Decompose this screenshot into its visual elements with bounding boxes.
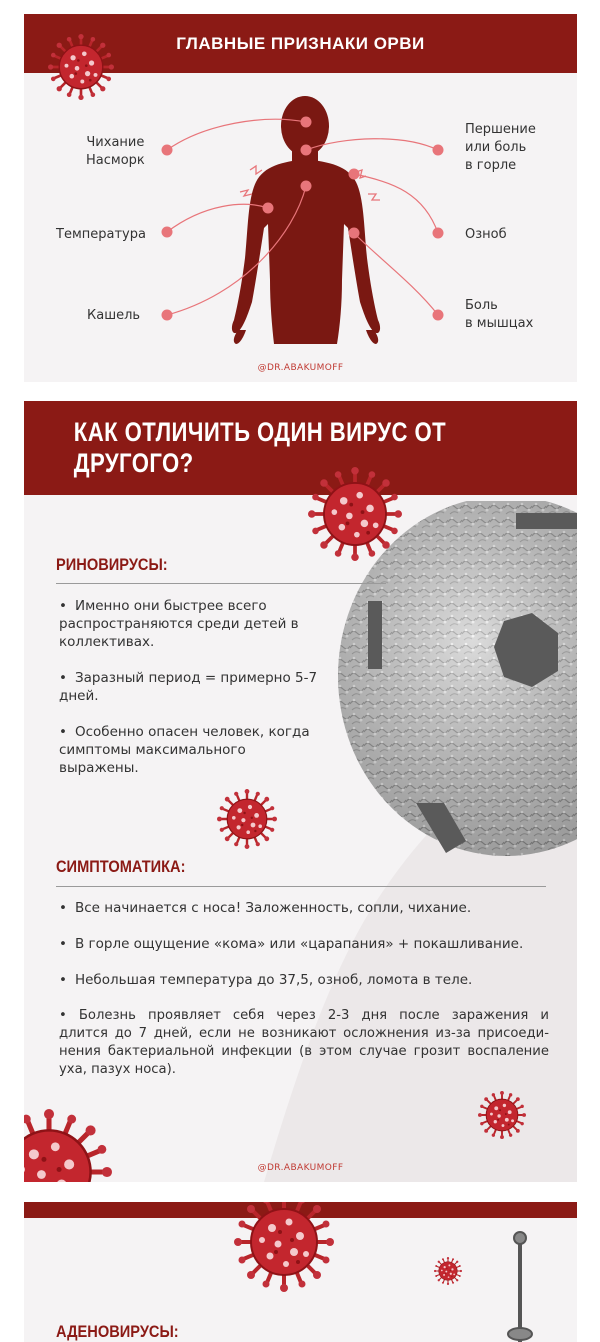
disease-course-paragraph: • Болезнь проявляет себя через 2-3 дня после заражения и длится до 7 дней, если не возникают осложнения из-за присоеди- нения бактериальной инфекции (в этом случае грозит воспаление уха, пазух носа). <box>59 1008 549 1077</box>
adenovirus-card <box>24 1202 577 1342</box>
symptomatics-heading: СИМПТОМАТИКА: <box>56 857 186 876</box>
adenovirus-fiber-icon <box>500 1230 540 1342</box>
symptom-bullet: • В горле ощущение «кома» или «царапания» + покашливание. <box>59 936 524 952</box>
symptom-sore-throat: Першение или боль в горле <box>465 122 536 173</box>
author-handle: @DR.ABAKUMOFF <box>257 363 344 373</box>
rhinovirus-bullet: • Особенно опасен человек, когда симптомы максимального выражены. <box>59 724 310 776</box>
symptom-muscle-pain: Боль в мышцах <box>465 298 534 331</box>
symptom-bullet: • Небольшая температура до 37,5, озноб, ломота в теле. <box>59 972 473 988</box>
virus-icon <box>478 1091 526 1139</box>
symptom-sneezing: Чихание Насморк <box>86 135 145 168</box>
symptom-bullet: • Все начинается с носа! Заложенность, сопли, чихание. <box>59 900 472 916</box>
rhinovirus-card <box>24 401 577 1182</box>
virus-icon <box>434 1257 462 1285</box>
symptoms-card <box>24 14 577 382</box>
rhinovirus-banner <box>24 401 577 495</box>
rhinovirus-bullet: • Заразный период = примерно 5-7 дней. <box>59 670 318 704</box>
symptom-chills: Озноб <box>465 227 507 242</box>
virus-icon <box>217 789 277 849</box>
virus-icon <box>308 467 402 561</box>
symptoms-title: ГЛАВНЫЕ ПРИЗНАКИ ОРВИ <box>176 33 425 53</box>
rhinovirus-title: КАК ОТЛИЧИТЬ ОДИН ВИРУС ОТ ДРУГОГО? <box>73 417 447 478</box>
symptom-cough: Кашель <box>87 308 141 323</box>
rhinovirus-bullet: • Именно они быстрее всего распространяются среди детей в коллективах. <box>59 598 299 650</box>
author-handle: @DR.ABAKUMOFF <box>257 1163 344 1173</box>
symptom-temperature: Температура <box>56 227 146 242</box>
rhinovirus-heading: РИНОВИРУСЫ: <box>56 555 168 574</box>
section-divider <box>56 583 386 584</box>
human-silhouette-icon <box>232 96 380 344</box>
section-divider <box>56 886 546 887</box>
adenovirus-heading: АДЕНОВИРУСЫ: <box>56 1322 179 1341</box>
virus-icon <box>234 1202 334 1292</box>
